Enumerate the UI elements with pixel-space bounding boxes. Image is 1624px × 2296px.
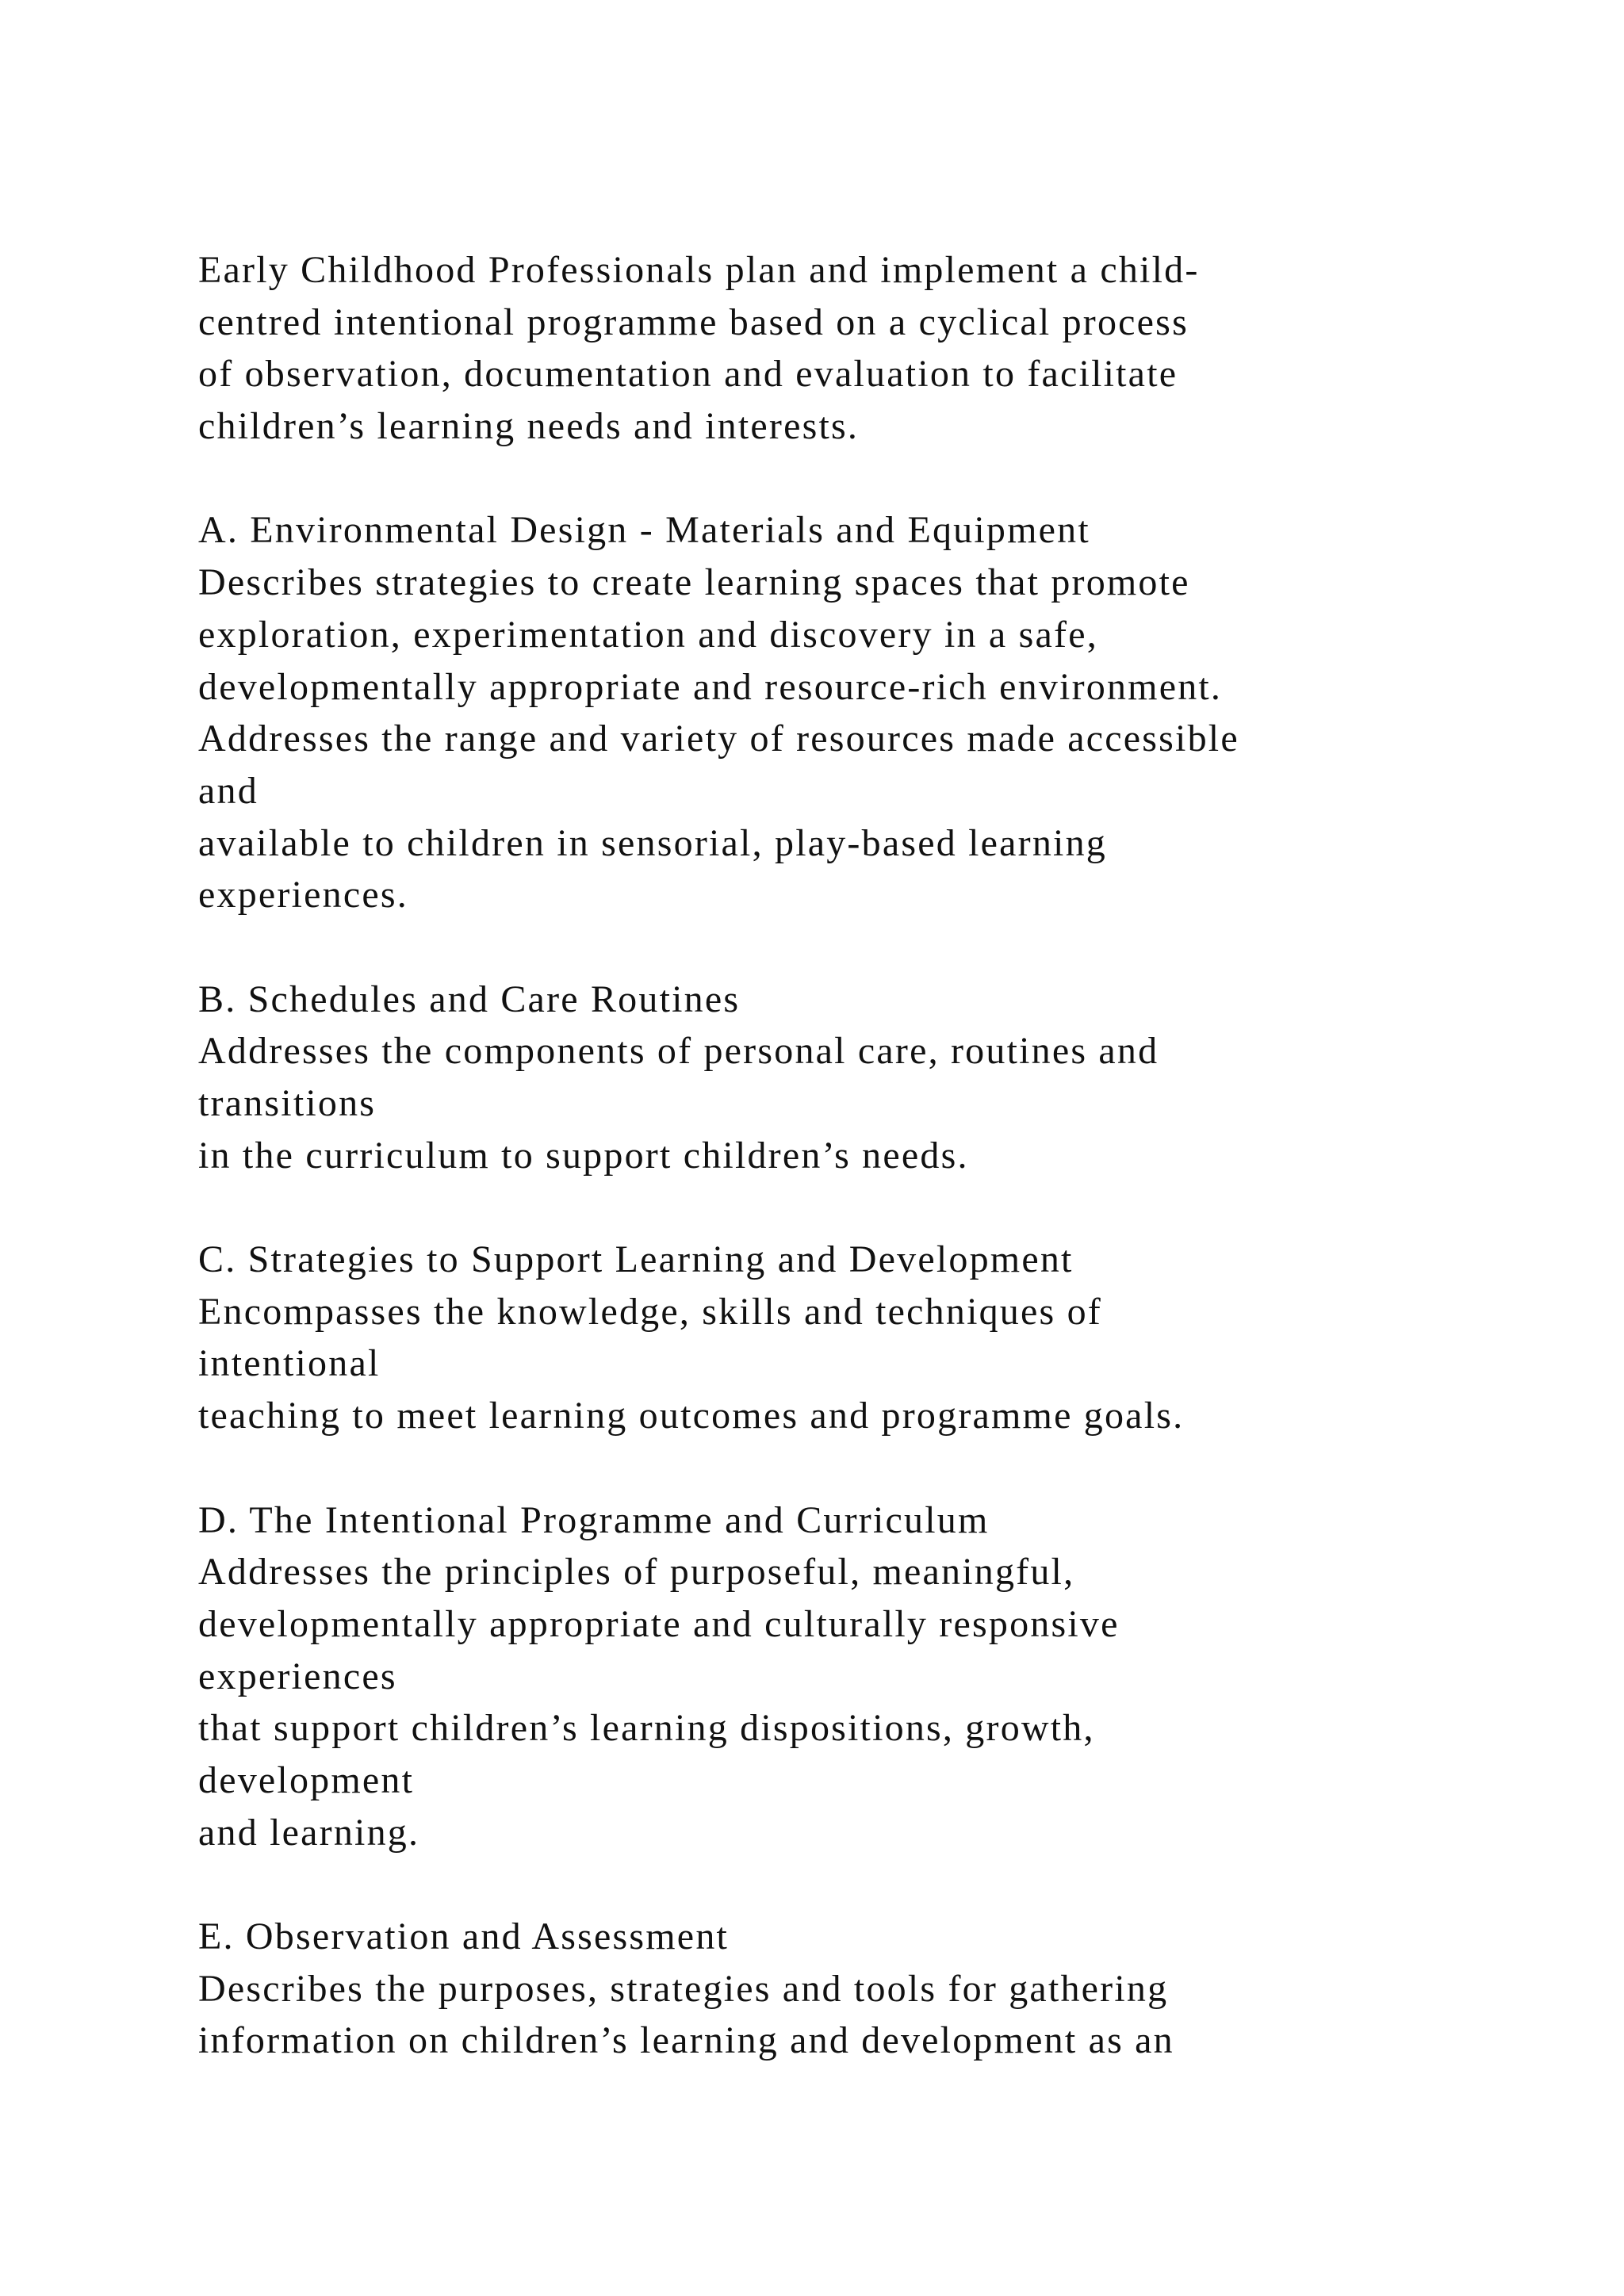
text-line: experiences. [198,874,408,916]
paragraph-spacer [198,1442,1594,1494]
section-heading: C. Strategies to Support Learning and Development [198,1238,1074,1281]
text-line: in the curriculum to support children’s needs. [198,1134,969,1177]
section-d [198,1494,1594,1859]
text-line: Addresses the range and variety of resources made accessible [198,718,1239,760]
text-line: that support children’s learning dispositions, growth, [198,1707,1095,1750]
text-line: intentional [198,1342,381,1385]
text-line: and learning. [198,1811,420,1854]
section-a [198,504,1594,921]
text-line: teaching to meet learning outcomes and programme goals. [198,1395,1185,1437]
section-e [198,1911,1594,2067]
text-line: available to children in sensorial, play-based learning [198,821,1107,864]
text-line: information on children’s learning and development as an [198,2019,1174,2062]
section-heading: A. Environmental Design - Materials and Equipment [198,509,1090,552]
text-line: developmentally appropriate and resource-rich environment. [198,665,1223,708]
text-line: development [198,1758,415,1801]
text-line: transitions [198,1082,377,1124]
text-line: exploration, experimentation and discovery in a safe, [198,613,1098,656]
paragraph-spacer [198,1181,1594,1234]
paragraph-spacer [198,1858,1594,1911]
text-line: of observation, documentation and evaluation to facilitate [198,353,1178,396]
text-line: and [198,769,259,812]
text-line: experiences [198,1655,397,1697]
text-line: developmentally appropriate and culturally responsive [198,1602,1120,1645]
paragraph-spacer [198,453,1594,505]
section-b [198,974,1594,1182]
paragraph-intro [198,244,1594,453]
paragraph-spacer [198,921,1594,974]
text-line: centred intentional programme based on a cyclical process [198,300,1189,343]
text-line: Early Childhood Professionals plan and implement a child- [198,249,1200,291]
section-heading: B. Schedules and Care Routines [198,978,741,1020]
section-heading: E. Observation and Assessment [198,1915,730,1957]
text-line: Addresses the components of personal care, routines and [198,1030,1159,1073]
text-line: children’s learning needs and interests. [198,405,860,448]
text-line: Addresses the principles of purposeful, meaningful, [198,1551,1075,1594]
text-line: Encompasses the knowledge, skills and techniques of [198,1290,1102,1333]
text-line: Describes the purposes, strategies and tools for gathering [198,1967,1169,2010]
section-c [198,1234,1594,1442]
section-heading: D. The Intentional Programme and Curriculum [198,1498,990,1541]
text-line: Describes strategies to create learning spaces that promote [198,561,1190,604]
document-body [198,244,1594,2067]
